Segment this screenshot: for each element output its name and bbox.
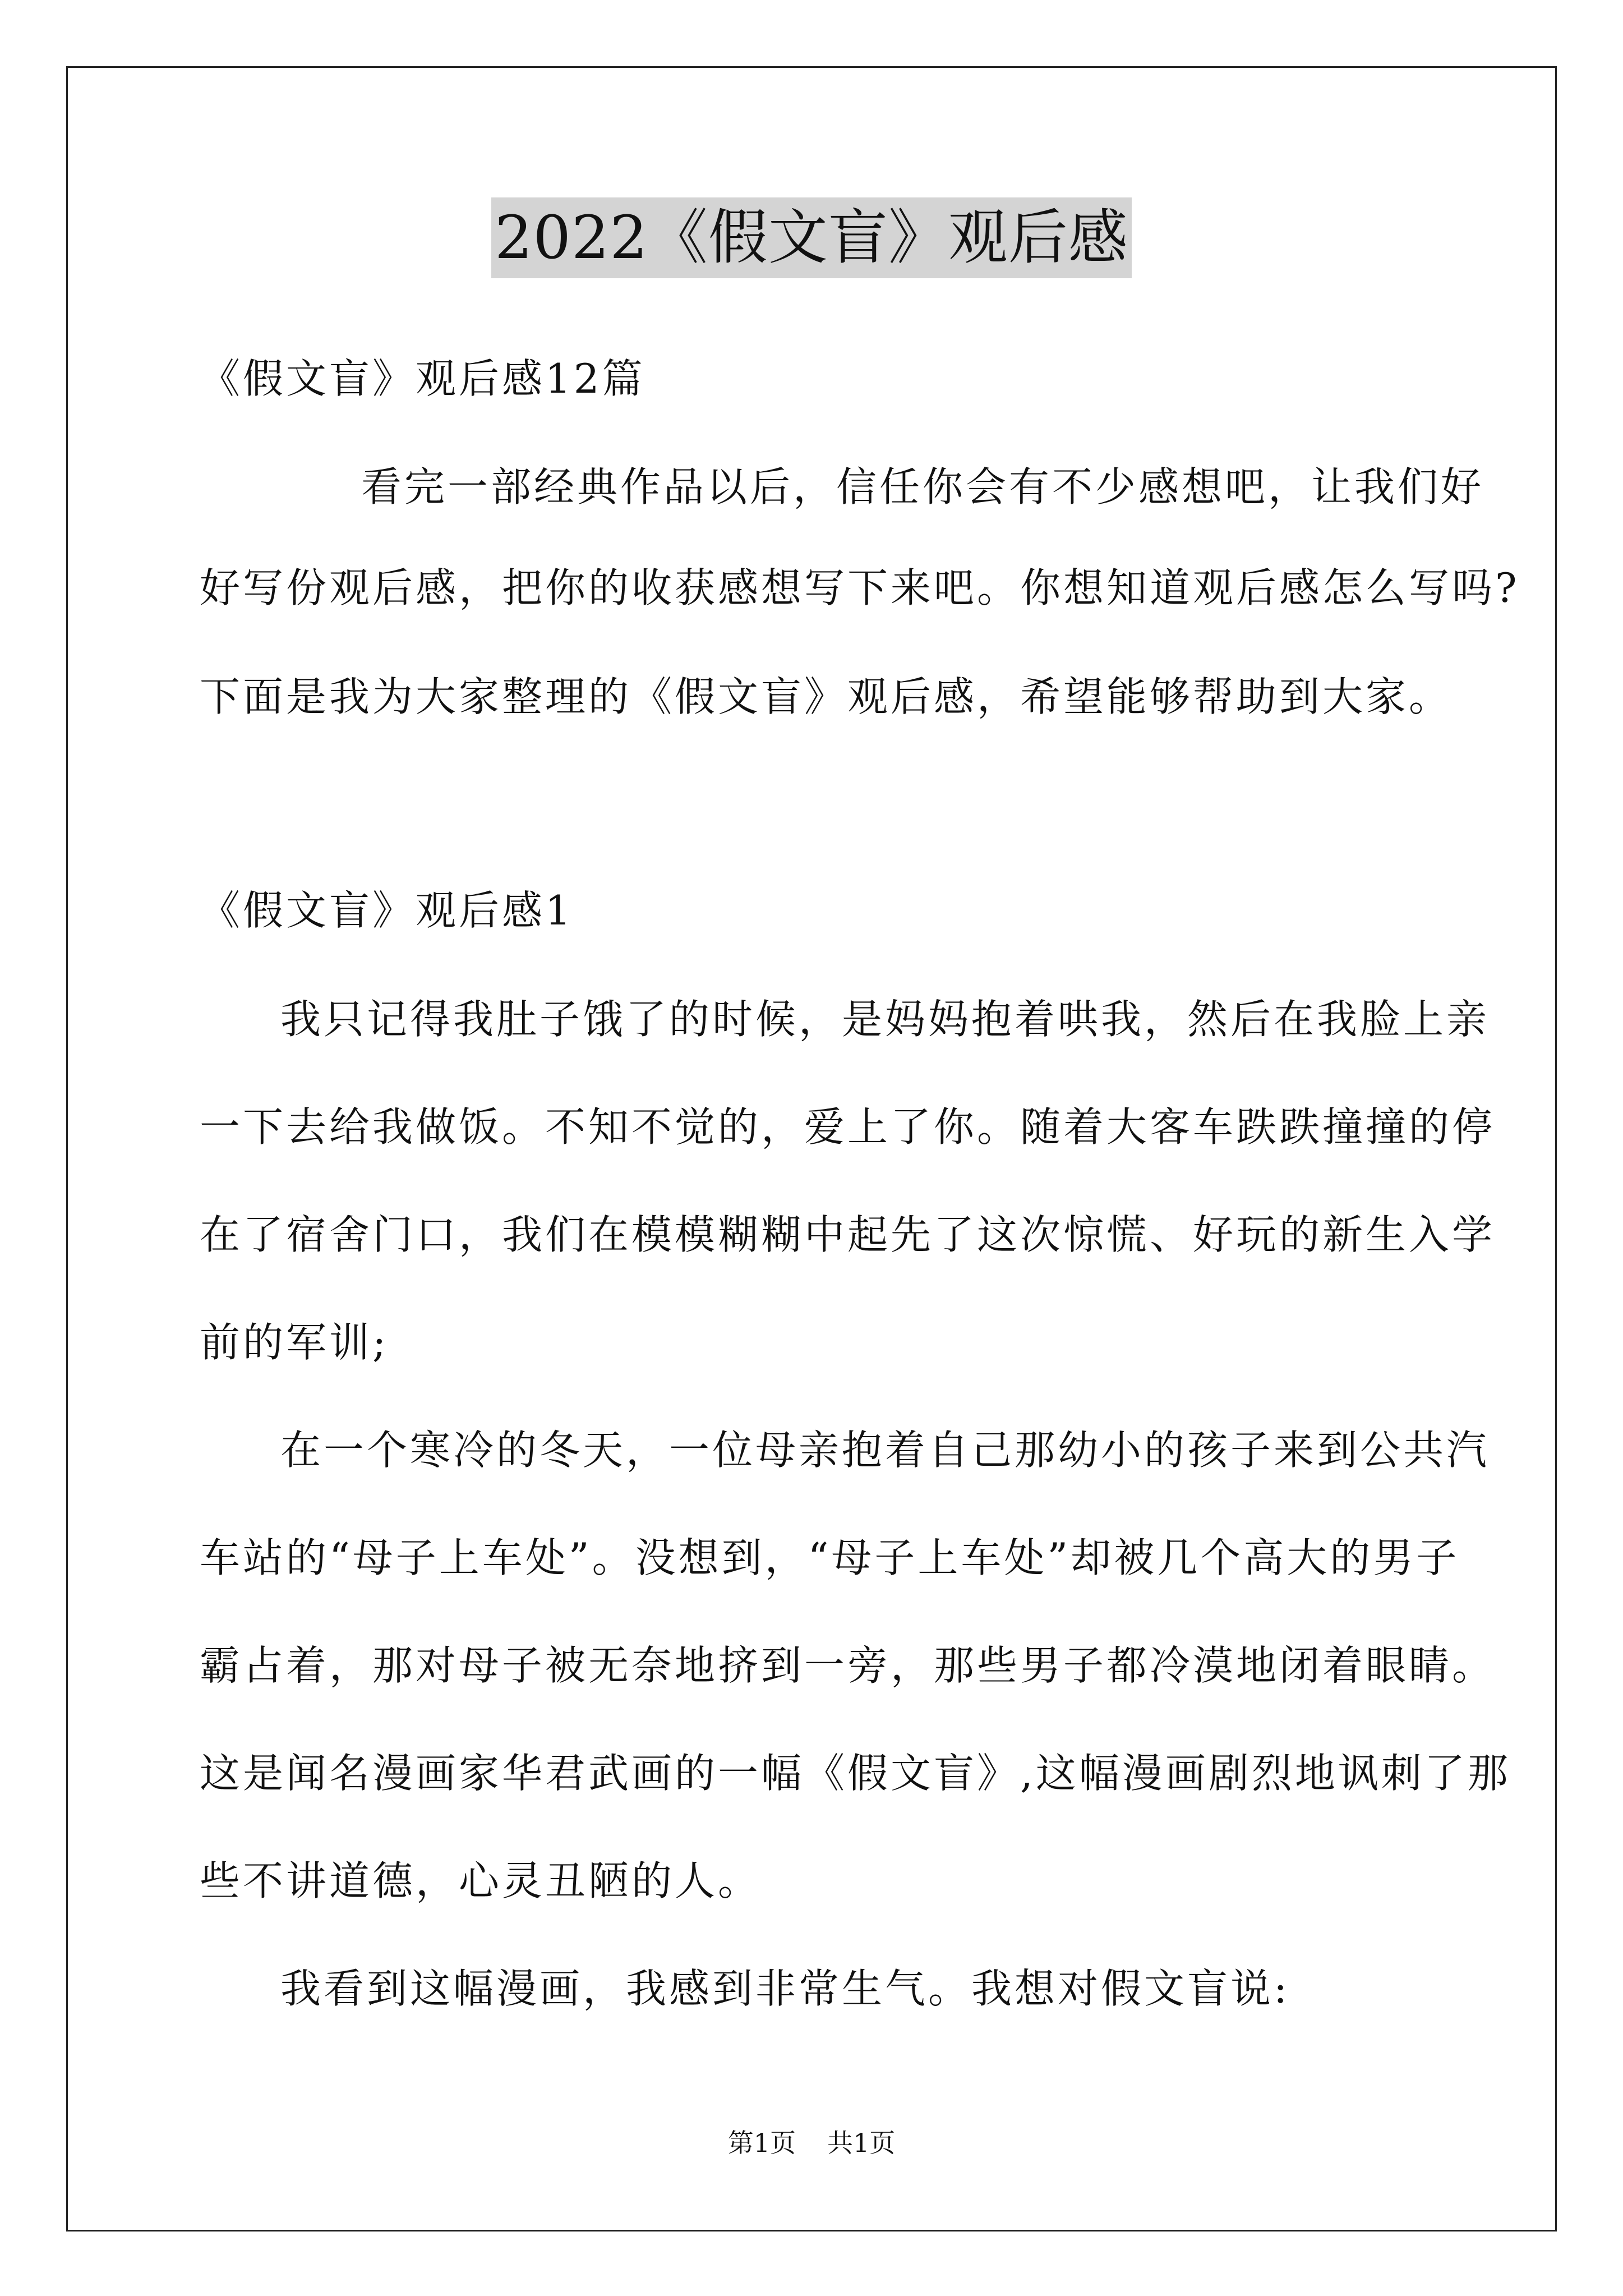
page-number: 第1页 bbox=[727, 2128, 796, 2158]
title-container bbox=[0, 197, 1623, 278]
page-footer bbox=[0, 2126, 1623, 2160]
paragraph-line: 一下去给我做饭。不知不觉的，爱上了你。随着大客车跌跌撞撞的停 bbox=[200, 1103, 1496, 1151]
section-heading: 《假文盲》观后感1 bbox=[200, 887, 574, 934]
document-subtitle: 《假文盲》观后感12篇 bbox=[200, 355, 645, 402]
paragraph-line: 我只记得我肚子饿了的时候，是妈妈抱着哄我，然后在我脸上亲 bbox=[280, 996, 1490, 1043]
intro-line: 下面是我为大家整理的《假文盲》观后感，希望能够帮助到大家。 bbox=[200, 673, 1453, 720]
paragraph-line: 在一个寒冷的冬天，一位母亲抱着自己那幼小的孩子来到公共汽 bbox=[280, 1427, 1490, 1474]
paragraph-line: 我看到这幅漫画，我感到非常生气。我想对假文盲说: bbox=[280, 1965, 1290, 2012]
paragraph-line: 车站的“母子上车处”。没想到，“母子上车处”却被几个高大的男子 bbox=[200, 1534, 1460, 1581]
paragraph-line: 在了宿舍门口，我们在模模糊糊中起先了这次惊慌、好玩的新生入学 bbox=[200, 1211, 1496, 1258]
paragraph-line: 前的军训; bbox=[200, 1319, 389, 1366]
document-title: 2022《假文盲》观后感 bbox=[491, 197, 1132, 278]
paragraph-line: 这是闻名漫画家华君武画的一幅《假文盲》,这幅漫画剧烈地讽刺了那 bbox=[200, 1750, 1511, 1797]
intro-line: 看完一部经典作品以后，信任你会有不少感想吧，让我们好 bbox=[361, 463, 1484, 510]
page-total: 共1页 bbox=[827, 2128, 896, 2158]
paragraph-line: 霸占着，那对母子被无奈地挤到一旁，那些男子都冷漠地闭着眼睛。 bbox=[200, 1642, 1496, 1689]
intro-line: 好写份观后感，把你的收获感想写下来吧。你想知道观后感怎么写吗? bbox=[200, 564, 1520, 611]
paragraph-line: 些不讲道德，心灵丑陋的人。 bbox=[200, 1857, 762, 1904]
